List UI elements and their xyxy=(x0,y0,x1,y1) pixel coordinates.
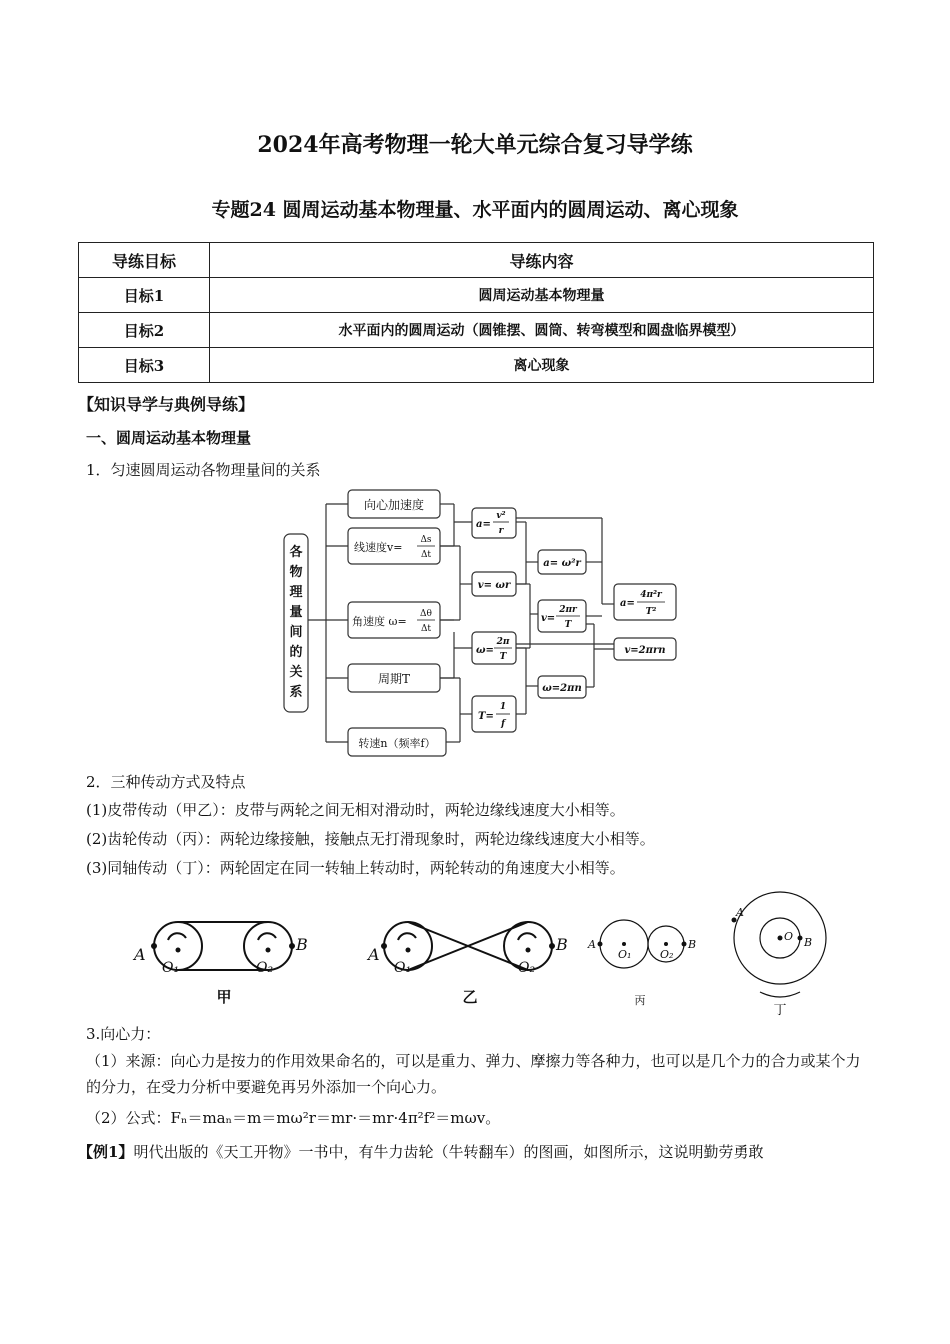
root-char: 的 xyxy=(289,645,303,660)
linear-frac-bot: Δt xyxy=(420,550,432,560)
centripetal-source-text: （1）来源：向心力是按力的作用效果命名的，可以是重力、弹力、摩擦力等各种力，也可以是几个力的合力或某个力的分力，在受力分析中要避免再另外添加一个向心力。 xyxy=(86,1052,861,1096)
root-char: 间 xyxy=(289,625,303,640)
item-3-heading: 3.向心力： xyxy=(86,1025,161,1043)
root-char: 各 xyxy=(289,545,303,560)
label-O1: O₁ xyxy=(162,960,180,976)
linear-velocity-label: 线速度v= xyxy=(354,541,403,554)
table-row xyxy=(79,313,874,348)
label-B: B xyxy=(296,935,308,954)
formula-w-2piT: ω= xyxy=(476,645,494,656)
header-goal: 导练目标 xyxy=(79,243,210,278)
coaxial-drive-text: (3)同轴传动（丁）：两轮固定在同一转轴上转动时，两轮转动的角速度大小相等。 xyxy=(86,859,625,877)
formula-v-wr: v= ωr xyxy=(477,580,511,591)
angular-frac-bot: Δt xyxy=(420,624,432,634)
table-header-row xyxy=(79,243,874,278)
label-O2: O₂ xyxy=(518,960,536,976)
content-cell: 圆周运动基本物理量 xyxy=(210,278,874,313)
goals-table xyxy=(78,242,874,383)
label-A: A xyxy=(736,906,744,919)
example-tag: 【例1】 xyxy=(78,1143,134,1161)
root-char: 量 xyxy=(289,605,303,620)
root-char: 关 xyxy=(289,665,303,680)
label-B: B xyxy=(556,935,568,954)
root-char: 系 xyxy=(289,685,303,700)
goal-cell: 目标2 xyxy=(79,313,210,348)
linear-frac-top: Δs xyxy=(420,535,432,545)
formula-a-4pi-bot: T² xyxy=(645,607,657,617)
header-content: 导练内容 xyxy=(210,243,874,278)
caption-bing: 丙 xyxy=(634,994,646,1007)
label-O1: O₁ xyxy=(394,960,412,976)
root-char: 物 xyxy=(289,565,303,580)
label-O: O xyxy=(784,930,794,943)
formula-T-1f: T= xyxy=(478,711,494,722)
caption-jia: 甲 xyxy=(216,988,232,1006)
formula-v-2pirT: v= xyxy=(541,613,556,624)
centripetal-formula-text: （2）公式：Fₙ＝maₙ＝m＝mω²r＝mr·＝mr·4π²f²＝mωv。 xyxy=(86,1109,501,1127)
item-1-heading: 1．匀速圆周运动各物理量间的关系 xyxy=(86,461,321,479)
label-A: A xyxy=(588,938,596,951)
formula-v-2pirT-top: 2πr xyxy=(559,605,577,615)
example-1 xyxy=(78,1142,763,1162)
goal-cell: 目标3 xyxy=(79,348,210,383)
label-O2: O₂ xyxy=(660,948,674,961)
formula-w-2pin: ω=2πn xyxy=(542,683,582,694)
caption-yi: 乙 xyxy=(462,988,478,1006)
formula-T-1f-top: 1 xyxy=(499,702,507,712)
formula-a-v2r-top: v² xyxy=(496,511,506,521)
rotation-speed-label: 转速n（频率f） xyxy=(358,737,436,750)
formula-w-2piT-bot: T xyxy=(499,652,507,662)
belt-drive-text: (1)皮带传动（甲乙）：皮带与两轮之间无相对滑动时，两轮边缘线速度大小相等。 xyxy=(86,801,625,819)
label-B: B xyxy=(804,936,813,949)
formula-v-2pirT-bot: T xyxy=(564,620,572,630)
table-row xyxy=(79,348,874,383)
section-heading: 一、圆周运动基本物理量 xyxy=(86,429,252,447)
content-cell: 水平面内的圆周运动（圆锥摆、圆筒、转弯模型和圆盘临界模型） xyxy=(210,313,874,348)
gear-drive-text: (2)齿轮传动（丙）：两轮边缘接触，接触点无打滑现象时，两轮边缘线速度大小相等。 xyxy=(86,830,655,848)
item-2-heading: 2．三种传动方式及特点 xyxy=(86,773,246,791)
formula-v-2pirn: v=2πrn xyxy=(624,645,666,656)
formula-a-v2r-bot: r xyxy=(498,526,504,536)
section-bracket-heading: 【知识导学与典例导练】 xyxy=(78,395,255,414)
label-O2: O₂ xyxy=(256,960,274,976)
example-text: 明代出版的《天工开物》一书中，有牛力齿轮（牛转翻车）的图画，如图所示，这说明勤劳勇敢 xyxy=(133,1143,764,1161)
goal-cell: 目标1 xyxy=(79,278,210,313)
label-O1: O₁ xyxy=(618,948,632,961)
table-row xyxy=(79,278,874,313)
formula-a-w2r: a= ω²r xyxy=(543,558,581,569)
label-A: A xyxy=(368,945,380,964)
period-label: 周期T xyxy=(377,672,411,686)
formula-a-4pi-top: 4π²r xyxy=(640,590,662,600)
root-char: 理 xyxy=(289,585,303,600)
caption-ding: 丁 xyxy=(773,1003,787,1018)
angular-velocity-label: 角速度 ω= xyxy=(352,615,407,628)
transmission-figures xyxy=(120,890,840,1020)
document-title: 2024年高考物理一轮大单元综合复习导学练 xyxy=(257,132,693,158)
label-A: A xyxy=(134,945,146,964)
formula-w-2piT-top: 2π xyxy=(496,637,510,647)
relations-flowchart xyxy=(276,484,696,764)
angular-frac-top: Δθ xyxy=(420,609,432,619)
topic-subtitle: 专题24 圆周运动基本物理量、水平面内的圆周运动、离心现象 xyxy=(211,199,739,221)
content-cell: 离心现象 xyxy=(210,348,874,383)
formula-a-v2r: a= xyxy=(476,519,491,530)
centripetal-accel-label: 向心加速度 xyxy=(363,498,425,512)
formula-a-4pi: a= xyxy=(620,598,635,609)
formula-T-1f-bot: f xyxy=(501,719,505,729)
label-B: B xyxy=(688,938,697,951)
